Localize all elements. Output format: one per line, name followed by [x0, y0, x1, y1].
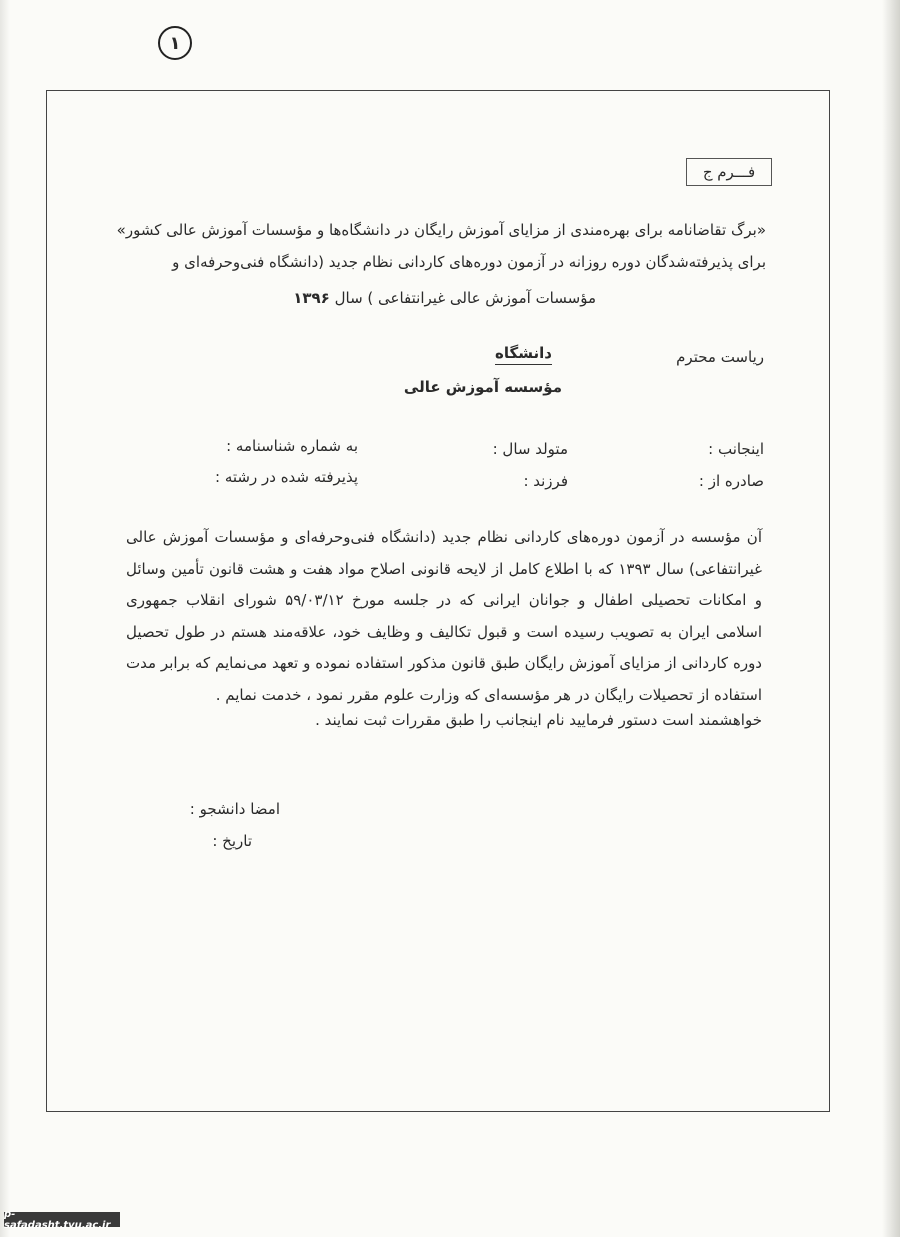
- form-title-year: ۱۳۹۶: [293, 289, 330, 307]
- site-watermark: p-safadasht.tvu.ac.ir: [4, 1212, 120, 1227]
- issued-from-label: صادره از :: [698, 472, 764, 490]
- birth-year-label: متولد سال :: [492, 440, 568, 458]
- page-number: ۱: [158, 26, 192, 60]
- applicant-name-label: اینجانب :: [708, 440, 764, 458]
- form-title-line2: برای پذیرفته‌شدگان دوره روزانه در آزمون دوره‌های کاردانی نظام جدید (دانشگاه فنی‌وحرفه‌ای و: [172, 253, 766, 271]
- student-signature-label: امضا دانشجو :: [189, 800, 280, 818]
- form-title-line1: «برگ تقاضانامه برای بهره‌مندی از مزایای آموزش رایگان در دانشگاه‌ها و مؤسسات آموزش عالی کشور»: [116, 221, 766, 239]
- form-label: فـــرم ج: [686, 158, 772, 186]
- date-label: تاریخ :: [212, 832, 252, 850]
- id-number-label: به شماره شناسنامه :: [226, 437, 358, 455]
- university-label: دانشگاه: [495, 344, 552, 365]
- institute-label: مؤسسه آموزش عالی: [403, 378, 562, 396]
- request-closing: خواهشمند است دستور فرمایید نام اینجانب را طبق مقررات ثبت نمایند .: [315, 711, 762, 729]
- request-body: آن مؤسسه در آزمون دوره‌های کاردانی نظام جدید (دانشگاه فنی‌وحرفه‌ای و مؤسسات آموزش عالی غیرانتفاعی) سال ۱۳۹۳ که با اطلاع کامل از لایحه قانونی اصلاح مواد هفت و هشت قانون تأمین وسائل و امکانات تحصیلی اطفال و جوانان ایرانی که در جلسه مورخ ۵۹/۰۳/۱۲ شورای انقلاب جمهوری اسلامی ایران به تصویب رسیده است و قبول تکالیف و وظایف خود، علاقه‌مند هستم در طول تحصیل دوره کاردانی از مزایای آموزش رایگان طبق قانون مذکور استفاده نموده و تعهد می‌نمایم که برابر مدت استفاده از تحصیلات رایگان در هر مؤسسه‌ای که وزارت علوم مقرر نمود ، خدمت نمایم .: [126, 528, 762, 704]
- form-title-line3: [96, 282, 596, 314]
- scan-edge-left: [0, 0, 10, 1237]
- form-title-line3-text: مؤسسات آموزش عالی غیرانتفاعی ) سال: [334, 289, 596, 307]
- scan-edge-right: [882, 0, 900, 1237]
- accepted-field-label: پذیرفته شده در رشته :: [215, 468, 358, 486]
- child-of-label: فرزند :: [523, 472, 568, 490]
- salutation: ریاست محترم: [676, 348, 764, 366]
